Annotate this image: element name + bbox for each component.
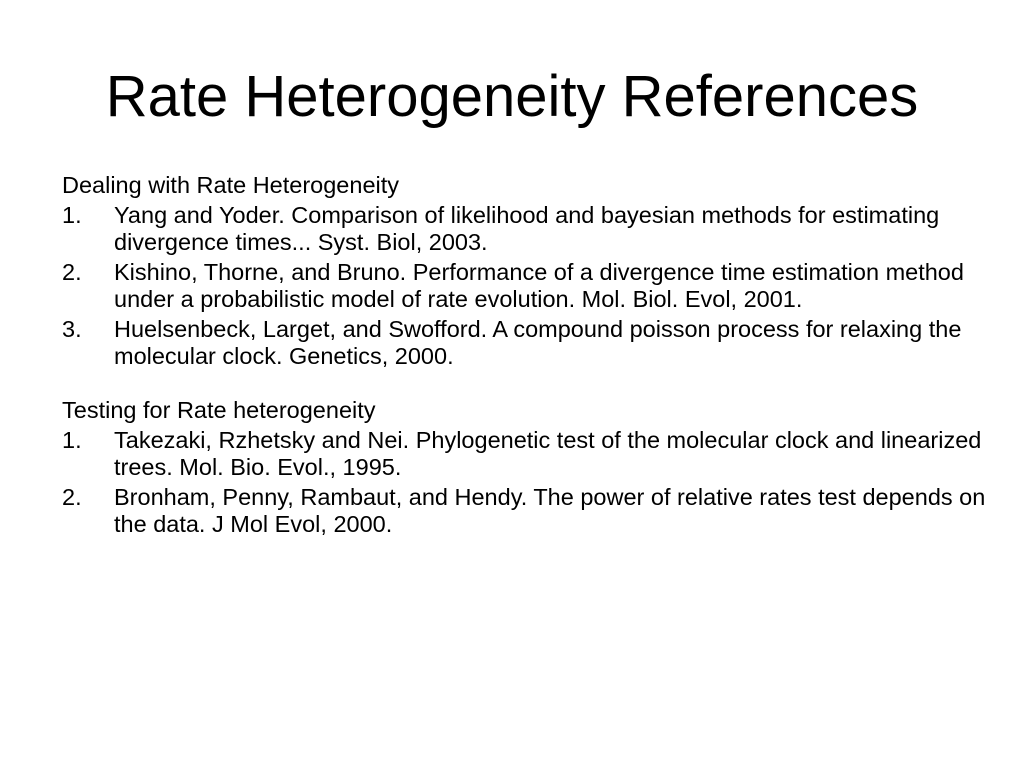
- reference-number: 2.: [62, 259, 82, 285]
- section-dealing-with-rate-heterogeneity: [62, 172, 992, 370]
- reference-number: 2.: [62, 484, 82, 510]
- section-heading: Testing for Rate heterogeneity: [62, 397, 376, 423]
- reference-item: [62, 316, 992, 370]
- reference-item: [62, 427, 992, 481]
- reference-number: 1.: [62, 427, 82, 453]
- reference-item: [62, 484, 992, 538]
- reference-text: Takezaki, Rzhetsky and Nei. Phylogenetic test of the molecular clock and linearized trees. Mol. Bio. Evol., 1995.: [114, 427, 982, 480]
- reference-text: Bronham, Penny, Rambaut, and Hendy. The power of relative rates test depends on the data. J Mol Evol, 2000.: [114, 484, 986, 537]
- reference-number: 3.: [62, 316, 82, 342]
- section-heading: Dealing with Rate Heterogeneity: [62, 172, 400, 198]
- reference-item: [62, 202, 992, 256]
- reference-text: Yang and Yoder. Comparison of likelihood and bayesian methods for estimating divergence times... Syst. Biol, 2003.: [114, 202, 940, 255]
- reference-number: 1.: [62, 202, 82, 228]
- reference-text: Kishino, Thorne, and Bruno. Performance of a divergence time estimation method under a probabilistic model of rate evolution. Mol. Biol. Evol, 2001.: [114, 259, 964, 312]
- reference-item: [62, 259, 992, 313]
- reference-text: Huelsenbeck, Larget, and Swofford. A compound poisson process for relaxing the molecular clock. Genetics, 2000.: [114, 316, 962, 369]
- reference-list: [62, 202, 992, 370]
- slide-content: [62, 172, 992, 541]
- reference-list: [62, 427, 992, 538]
- slide-title: Rate Heterogeneity References: [105, 64, 919, 129]
- section-testing-for-rate-heterogeneity: [62, 397, 992, 538]
